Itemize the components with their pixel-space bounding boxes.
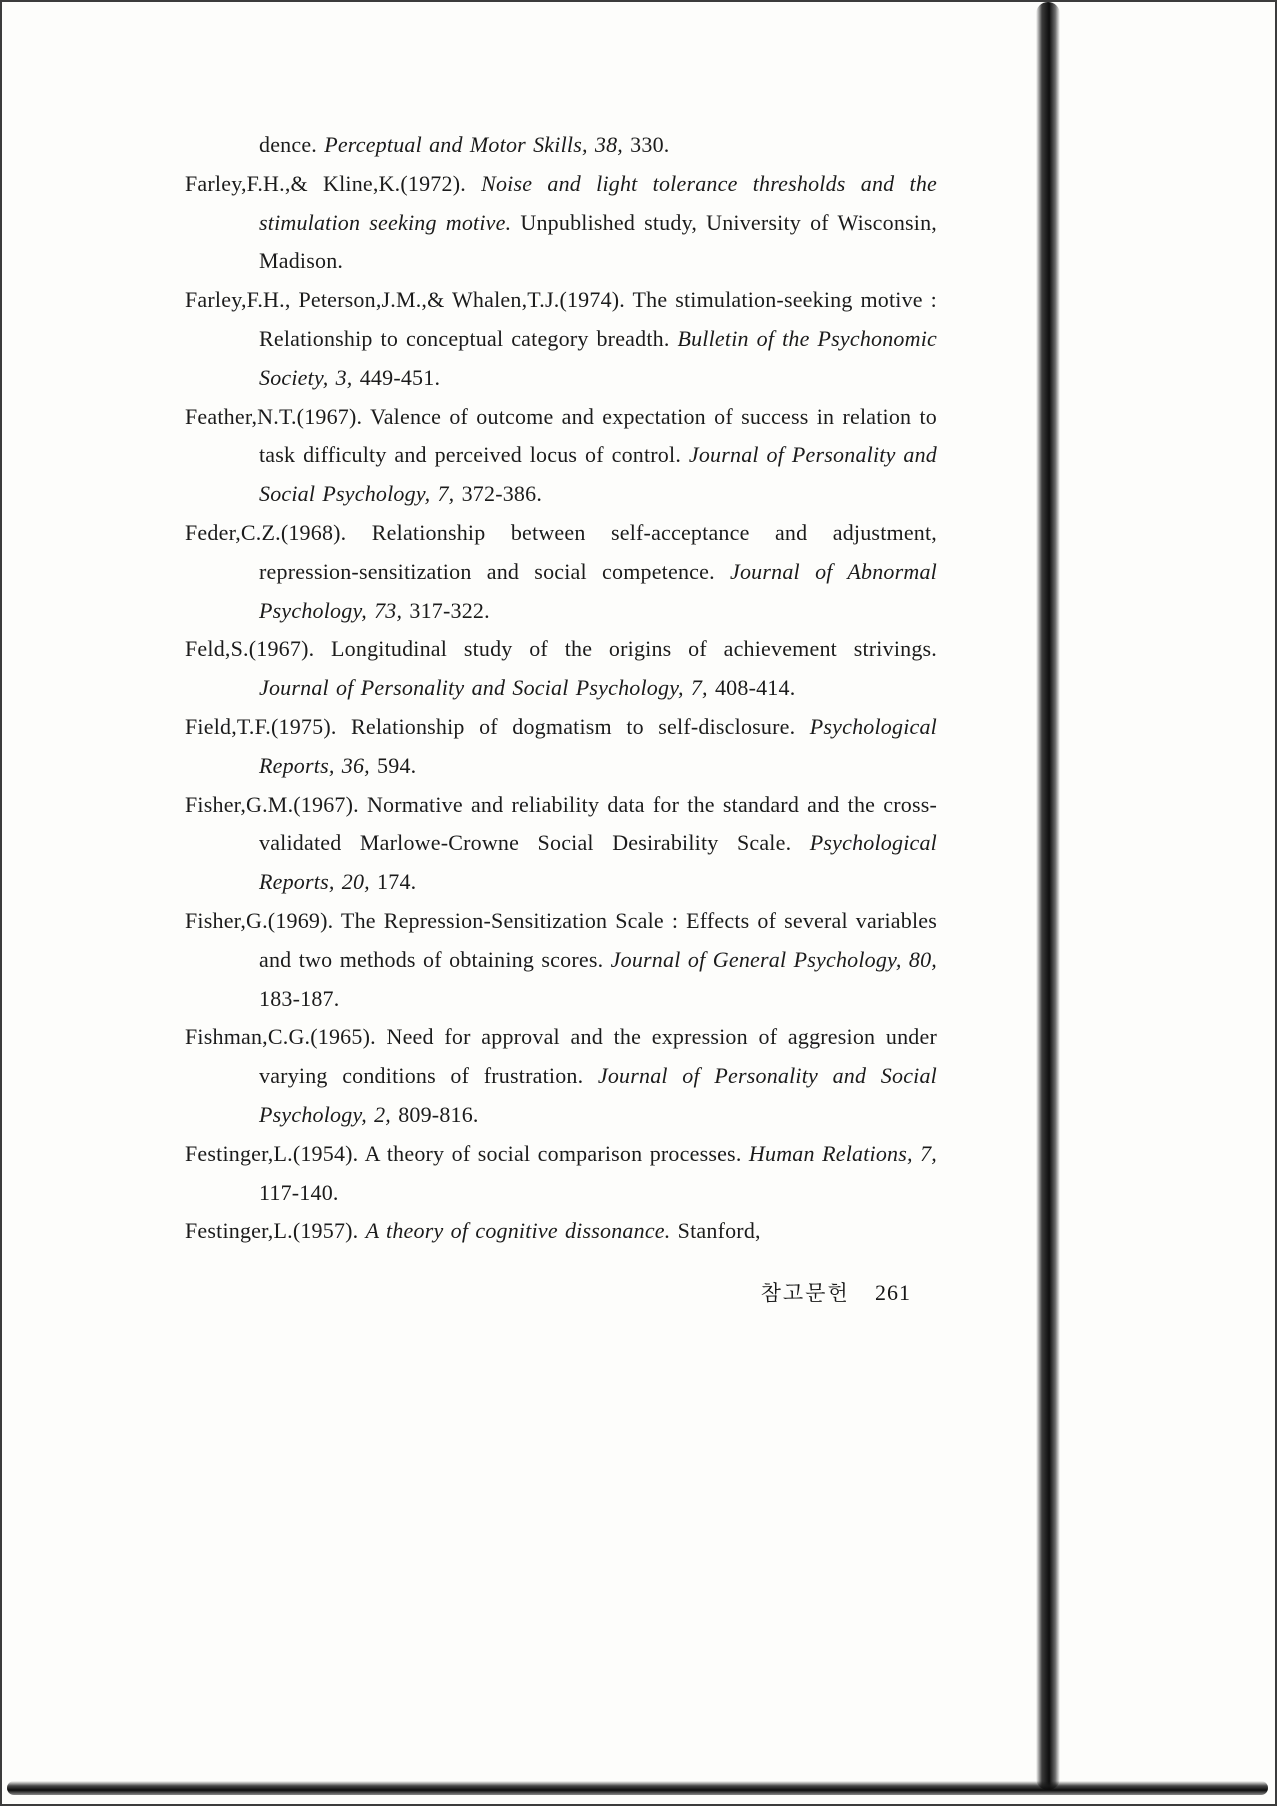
- reference-text: 594.: [369, 752, 417, 778]
- reference-entry: [185, 281, 937, 397]
- reference-text: Feld,S.(1967). Longitudinal study of the origins of achievement strivings.: [185, 636, 937, 662]
- reference-entry: [185, 1135, 937, 1213]
- reference-text: 183-187.: [259, 985, 340, 1011]
- reference-entry: [185, 126, 937, 165]
- reference-entry: [185, 708, 937, 786]
- reference-title-italic: A theory of cognitive dissonance.: [365, 1218, 671, 1244]
- reference-title-italic: Psychological Reports, 20,: [259, 830, 937, 895]
- reference-text: Fisher,G.M.(1967). Normative and reliability data for the standard and the cross-validated Marlowe-Crowne Social Desirability Scale.: [185, 791, 937, 856]
- reference-text: 809-816.: [391, 1101, 479, 1127]
- reference-text: Festinger,L.(1954). A theory of social comparison processes.: [185, 1140, 749, 1166]
- reference-text: 117-140.: [259, 1179, 339, 1205]
- reference-text: Festinger,L.(1957).: [185, 1218, 366, 1244]
- reference-entry: [185, 630, 937, 708]
- reference-title-italic: Psychological Reports, 36,: [259, 713, 937, 778]
- reference-title-italic: Journal of Personality and Social Psychology, 7,: [259, 442, 937, 507]
- reference-text: 174.: [369, 869, 417, 895]
- reference-text: 408-414.: [707, 675, 796, 701]
- reference-text: Field,T.F.(1975). Relationship of dogmatism to self-disclosure.: [185, 713, 810, 739]
- references-list: [185, 126, 937, 1251]
- reference-title-italic: Bulletin of the Psychonomic Society, 3,: [259, 325, 937, 390]
- reference-text: 449-451.: [352, 364, 441, 390]
- reference-title-italic: Journal of Personality and Social Psychology, 2,: [259, 1063, 937, 1127]
- reference-text: Fishman,C.G.(1965). Need for approval and the expression of aggresion under varying conditions of frustration.: [185, 1024, 937, 1089]
- reference-entry: [185, 165, 937, 281]
- reference-entry: [185, 1018, 937, 1134]
- reference-text: dence.: [259, 132, 325, 157]
- reference-text: 317-322.: [402, 597, 490, 623]
- reference-entry: [185, 902, 937, 1018]
- reference-text: Feather,N.T.(1967). Valence of outcome and expectation of success in relation to task difficulty and perceived locus of control.: [185, 403, 937, 468]
- reference-title-italic: Journal of Personality and Social Psychology, 7,: [259, 675, 708, 701]
- reference-title-italic: Journal of Abnormal Psychology, 73,: [259, 558, 937, 623]
- page-edge-right-shadow: [1036, 2, 1060, 1790]
- reference-text: Farley,F.H.,& Kline,K.(1972).: [185, 170, 482, 196]
- reference-entry: [185, 514, 937, 630]
- reference-title-italic: Human Relations, 7,: [748, 1140, 937, 1166]
- reference-entry: [185, 1212, 937, 1251]
- reference-entry: [185, 786, 937, 902]
- reference-title-italic: Noise and light tolerance thresholds and the stimulation seeking motive.: [259, 170, 937, 235]
- reference-entry: [185, 398, 937, 514]
- reference-text: Fisher,G.(1969). The Repression-Sensitization Scale : Effects of several variables and two methods of obtaining scores.: [185, 907, 937, 972]
- footer-section-label: 참고문헌: [760, 1281, 850, 1306]
- page-edge-bottom-shadow: [7, 1781, 1268, 1795]
- reference-text: 372-386.: [454, 481, 543, 507]
- reference-title-italic: Journal of General Psychology, 80,: [610, 946, 937, 972]
- reference-text: Stanford,: [670, 1218, 761, 1244]
- reference-title-italic: Perceptual and Motor Skills, 38,: [324, 132, 623, 157]
- reference-text: 330.: [622, 132, 670, 157]
- reference-text: Feder,C.Z.(1968). Relationship between self-acceptance and adjustment, repression-sensitization and social competence.: [185, 519, 937, 584]
- reference-text: Unpublished study, University of Wisconsin, Madison.: [259, 209, 937, 274]
- reference-text: Farley,F.H., Peterson,J.M.,& Whalen,T.J.(1974). The stimulation-seeking motive : Relationship to conceptual category breadth.: [185, 287, 937, 351]
- footer-page-number: 261: [875, 1280, 911, 1306]
- page-content: [185, 126, 937, 1307]
- page-footer: [185, 1277, 937, 1307]
